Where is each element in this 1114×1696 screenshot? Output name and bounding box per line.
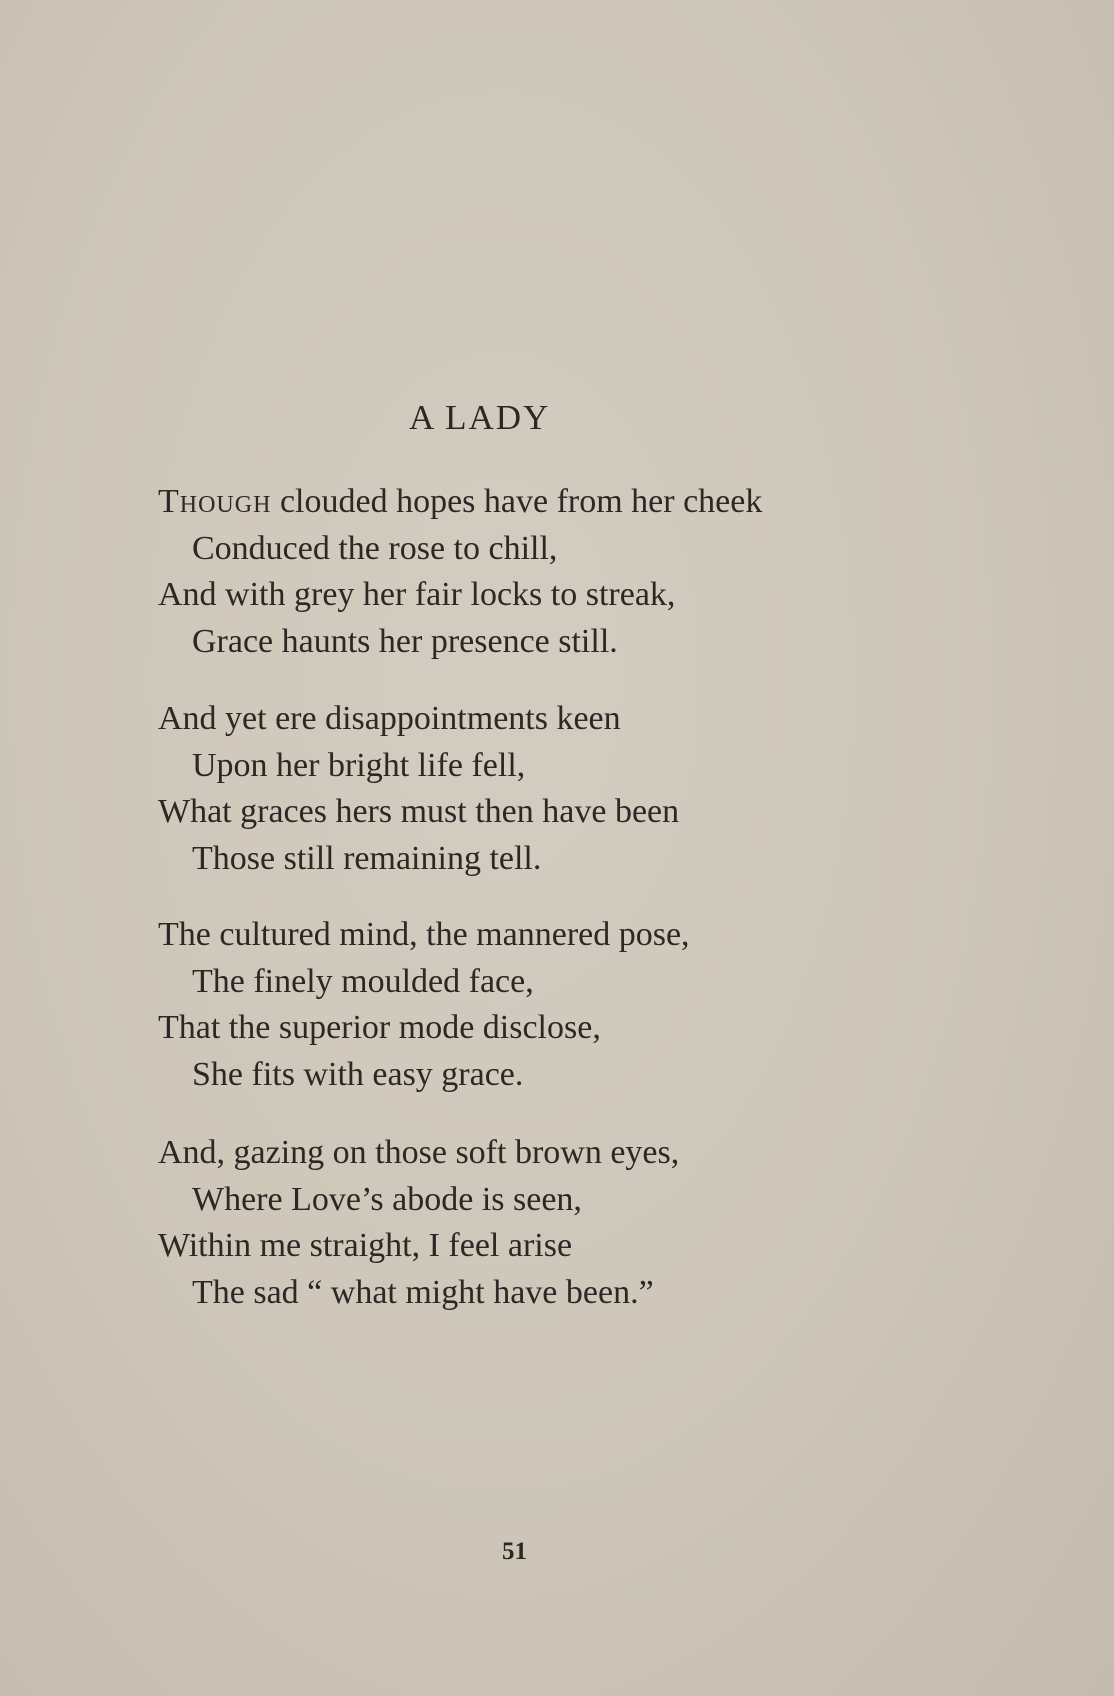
line-text: clouded hopes have from her cheek [271,483,763,520]
poem-line: The finely moulded face, [192,962,534,1000]
poem-line: And, gazing on those soft brown eyes, [158,1134,680,1171]
poem-line: She fits with easy grace. [192,1055,524,1093]
page-number: 51 [502,1538,527,1565]
poem-line: Within me straight, I feel arise [158,1227,573,1264]
stanza-3 [158,912,690,1098]
poem-line: What graces hers must then have been [158,793,680,830]
stanza-4 [158,1130,679,1316]
poem-line: Where Love’s abode is seen, [192,1180,582,1218]
poem-line: The cultured mind, the mannered pose, [158,916,690,953]
poem-line: And yet ere disappointments keen [158,700,621,737]
poem-line [158,479,762,526]
poem-line: Those still remaining tell. [192,839,542,877]
poem-line: The sad “ what might have been.” [192,1273,654,1311]
poem-line: Upon her bright life fell, [192,746,526,784]
stanza-2 [158,696,679,882]
poem-title: A LADY [409,398,551,437]
poem-line: Grace haunts her presence still. [192,622,618,660]
poem-line: And with grey her fair locks to streak, [158,576,676,613]
poem-line: Conduced the rose to chill, [192,529,558,567]
poem-line: That the superior mode disclose, [158,1009,601,1046]
stanza-1 [158,479,762,665]
opening-word: Though [158,483,272,520]
